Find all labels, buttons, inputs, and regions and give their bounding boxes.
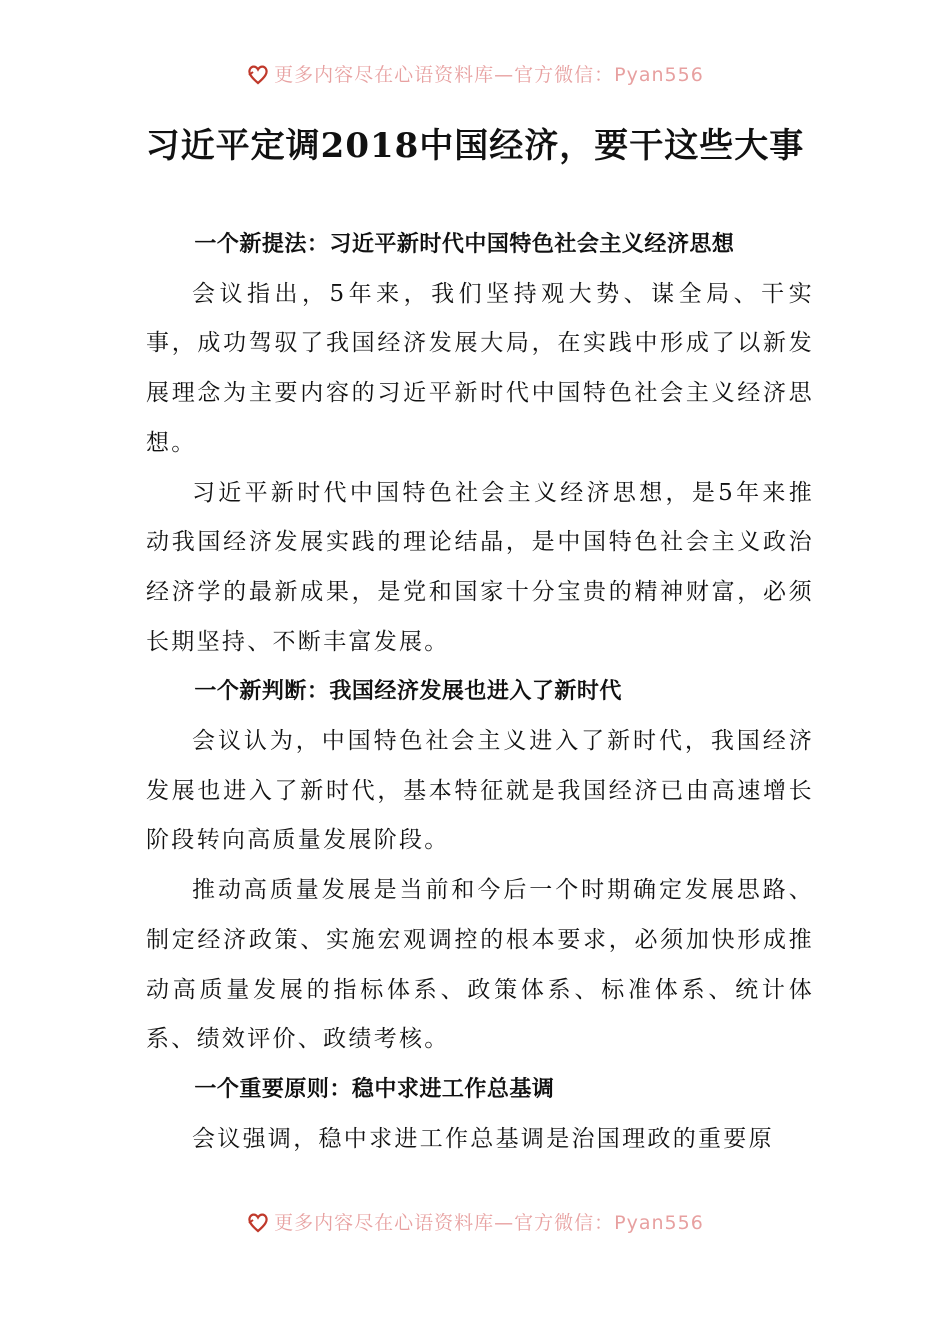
document-body xyxy=(146,220,814,1164)
heart-logo-icon xyxy=(246,62,270,86)
paragraph: 习近平新时代中国特色社会主义经济思想，是5年来推动我国经济发展实践的理论结晶，是中国特色社会主义政治经济学的最新成果，是党和国家十分宝贵的精神财富，必须长期坚持、不断丰富发展。 xyxy=(146,479,814,655)
watermark-bottom xyxy=(0,1208,950,1235)
paragraph: 会议认为，中国特色社会主义进入了新时代，我国经济发展也进入了新时代，基本特征就是我国经济已由高速增长阶段转向高质量发展阶段。 xyxy=(146,728,814,854)
section-heading: 一个新判断：我国经济发展也进入了新时代 xyxy=(194,679,622,705)
watermark-top xyxy=(0,60,950,87)
document-title: 习近平定调2018中国经济，要干这些大事 xyxy=(145,126,805,166)
section-heading: 一个新提法：习近平新时代中国特色社会主义经济思想 xyxy=(194,232,735,257)
watermark-text: 更多内容尽在心语资料库—官方微信：Pyan556 xyxy=(274,64,704,86)
watermark-text: 更多内容尽在心语资料库—官方微信：Pyan556 xyxy=(274,1212,704,1234)
paragraph: 推动高质量发展是当前和今后一个时期确定发展思路、制定经济政策、实施宏观调控的根本要求，必须加快形成推动高质量发展的指标体系、政策体系、标准体系、统计体系、绩效评价、政绩考核。 xyxy=(146,877,814,1053)
heart-logo-icon xyxy=(246,1210,270,1234)
paragraph: 会议指出，5年来，我们坚持观大势、谋全局、干实事，成功驾驭了我国经济发展大局，在实践中形成了以新发展理念为主要内容的习近平新时代中国特色社会主义经济思想。 xyxy=(146,280,814,456)
section-heading: 一个重要原则：稳中求进工作总基调 xyxy=(194,1076,555,1102)
paragraph: 会议强调，稳中求进工作总基调是治国理政的重要原 xyxy=(192,1125,774,1152)
